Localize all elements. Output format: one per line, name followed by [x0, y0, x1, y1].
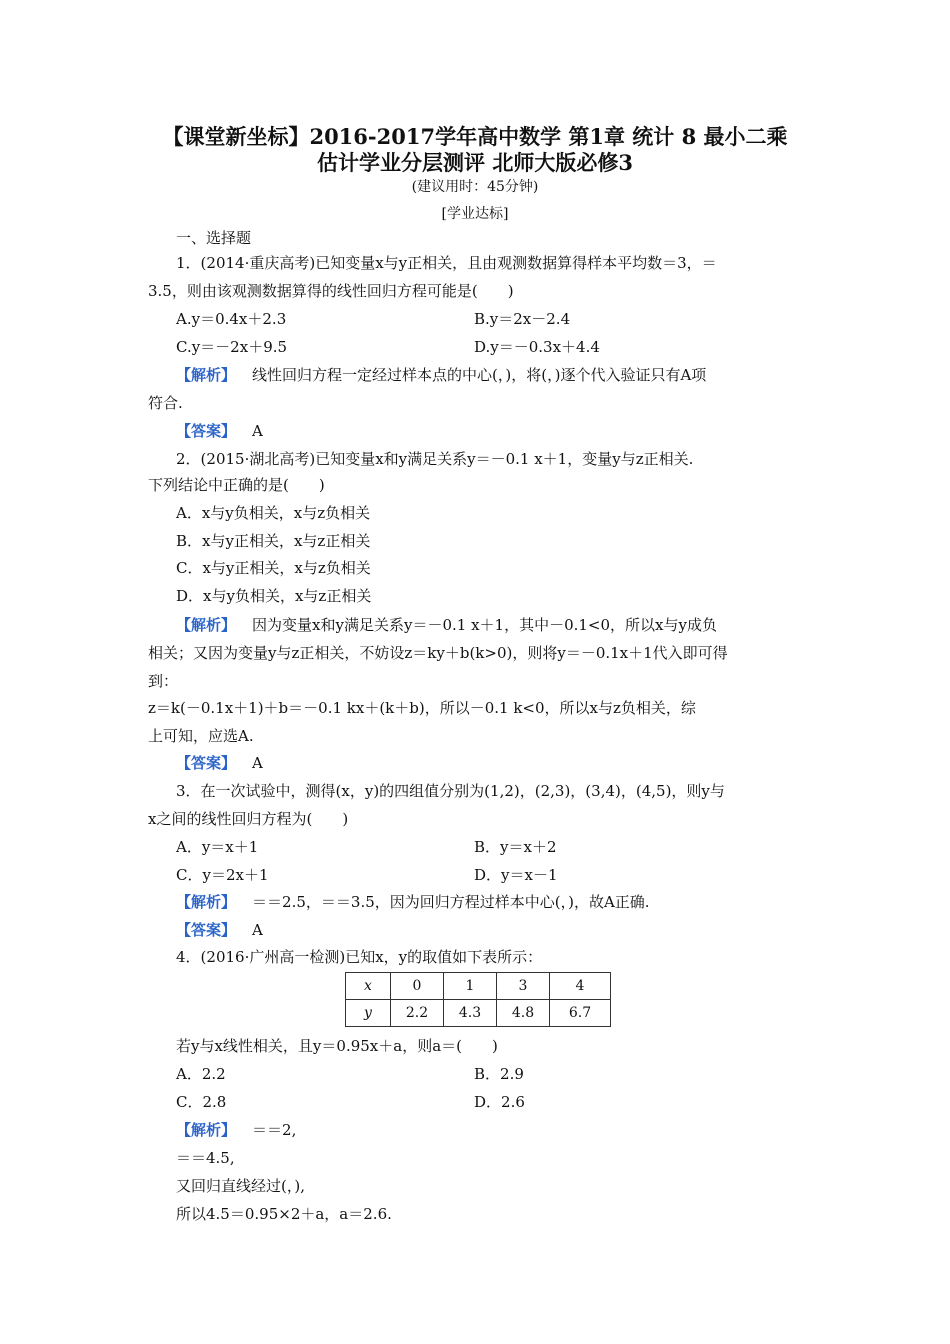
q1-option-a: A.y＝0.4x＋2.3	[176, 310, 287, 328]
table-cell: 2.2	[391, 1000, 444, 1027]
analysis-tag: 【 解析 】	[176, 616, 236, 634]
analysis-tag: 【 解析 】	[176, 893, 236, 911]
q4-option-a: A．2.2	[176, 1065, 226, 1083]
section-label: [学业达标]	[441, 206, 509, 222]
q2-option-a: A．x与y负相关，x与z负相关	[176, 504, 371, 522]
answer-tag: 【 答案 】	[176, 754, 236, 772]
q3-stem-line-2: x之间的线性回归方程为( )	[148, 810, 349, 828]
table-cell: 6.7	[550, 1000, 611, 1027]
q1-answer-value: A	[252, 422, 263, 440]
q2-option-c: C．x与y正相关，x与z负相关	[176, 559, 371, 577]
q3-option-b: B．y＝x＋2	[474, 838, 557, 856]
table-cell: 4.8	[497, 1000, 550, 1027]
q3-option-d: D．y＝x－1	[474, 866, 558, 884]
q3-stem-line-1: 3．在一次试验中，测得(x，y)的四组值分别为(1,2)，(2,3)，(3,4)，(4,5)，则y与	[176, 782, 725, 800]
time-note: (建议用时：45分钟)	[411, 179, 539, 195]
answer-tag: 【 答案 】	[176, 921, 236, 939]
q4-analysis-text: ＝＝2,	[252, 1121, 297, 1139]
part-heading: 一、选择题	[176, 229, 252, 247]
q1-option-d: D.y＝－0.3x＋4.4	[474, 338, 600, 356]
q3-analysis-text: ＝＝2.5，＝＝3.5，因为回归方程过样本中心(，)，故A正确.	[252, 893, 650, 911]
q2-analysis-line-4: z＝k(－0.1x＋1)＋b＝－0.1 kx＋(k＋b)，所以－0.1 k<0，所以x与z负相关，综	[148, 699, 696, 717]
q1-answer	[176, 420, 263, 441]
q2-option-d: D．x与y负相关，x与z正相关	[176, 587, 372, 605]
q3-option-c: C．y＝2x＋1	[176, 866, 269, 884]
q4-analysis-line-1	[176, 1119, 296, 1140]
q1-stem-line-2: 3.5，则由该观测数据算得的线性回归方程可能是( )	[148, 282, 514, 300]
q3-answer-value: A	[252, 921, 263, 939]
q4-analysis-line-4: 所以4.5＝0.95×2＋a，a＝2.6.	[176, 1205, 392, 1223]
analysis-tag: 【 解析 】	[176, 366, 236, 384]
q1-stem-line-1: 1．(2014·重庆高考)已知变量x与y正相关，且由观测数据算得样本平均数＝3，＝	[176, 254, 717, 272]
q4-analysis-line-3: 又回归直线经过(，),	[176, 1177, 305, 1195]
q3-option-a: A．y＝x＋1	[176, 838, 259, 856]
q4-stem-line-2: 若y与x线性相关，且y＝0.95x＋a，则a＝( )	[176, 1037, 498, 1055]
q2-stem-line-1: 2．(2015·湖北高考)已知变量x和y满足关系y＝－0.1 x＋1，变量y与z正相关.	[176, 450, 694, 468]
q3-answer	[176, 919, 263, 940]
table-cell: 4	[550, 973, 611, 1000]
q2-analysis-line-2: 相关；又因为变量y与z正相关，不妨设z＝ky＋b(k>0)，则将y＝－0.1x＋1代入即可得	[148, 644, 728, 662]
table-row	[346, 973, 611, 1000]
q4-value-table	[345, 972, 611, 1027]
table-row	[346, 1000, 611, 1027]
table-cell: y	[346, 1000, 391, 1027]
q3-analysis-line-1	[176, 891, 650, 912]
analysis-tag: 【 解析 】	[176, 1121, 236, 1139]
q2-answer	[176, 752, 263, 773]
document-title-line-1: 【课堂新坐标】2016-2017学年高中数学 第1章 统计 8 最小二乘	[162, 124, 788, 149]
q4-option-b: B．2.9	[474, 1065, 524, 1083]
q4-analysis-line-2: ＝＝4.5,	[176, 1149, 235, 1167]
q2-answer-value: A	[252, 754, 263, 772]
document-title-line-2: 估计学业分层测评 北师大版必修3	[317, 150, 633, 175]
q4-stem-line-1: 4．(2016·广州高一检测)已知x，y的取值如下表所示：	[176, 948, 543, 966]
q1-option-c: C.y＝－2x＋9.5	[176, 338, 288, 356]
q2-option-b: B．x与y正相关，x与z正相关	[176, 532, 371, 550]
q2-stem-line-2: 下列结论中正确的是( )	[148, 476, 325, 494]
table-cell: 4.3	[444, 1000, 497, 1027]
q2-analysis-line-3: 到：	[148, 672, 179, 690]
table-cell: 3	[497, 973, 550, 1000]
table-cell: x	[346, 973, 391, 1000]
q4-option-c: C．2.8	[176, 1093, 227, 1111]
table-cell: 1	[444, 973, 497, 1000]
answer-tag: 【 答案 】	[176, 422, 236, 440]
q2-analysis-text: 因为变量x和y满足关系y＝－0.1 x＋1，其中－0.1<0，所以x与y成负	[252, 616, 717, 634]
q2-analysis-line-1	[176, 614, 717, 635]
q1-analysis-line-1	[176, 364, 706, 385]
q1-option-b: B.y＝2x－2.4	[474, 310, 571, 328]
q4-option-d: D．2.6	[474, 1093, 525, 1111]
table-cell: 0	[391, 973, 444, 1000]
q1-analysis-text: 线性回归方程一定经过样本点的中心(，)，将(，)逐个代入验证只有A项	[252, 366, 707, 384]
q2-analysis-line-5: 上可知，应选A.	[148, 727, 254, 745]
q1-analysis-line-2: 符合.	[148, 394, 183, 412]
